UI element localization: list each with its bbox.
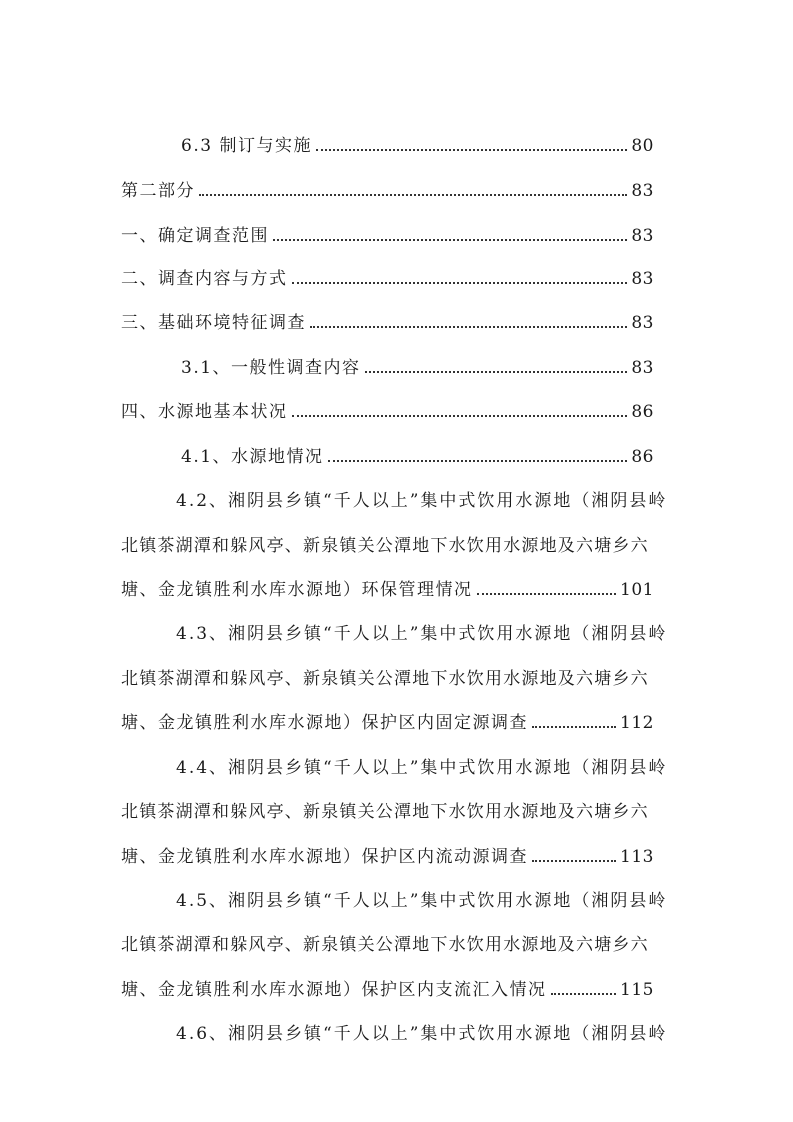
toc-entry-page: 112 xyxy=(620,713,654,733)
toc-entry xyxy=(121,579,654,601)
dot-leader xyxy=(316,149,627,151)
toc-entry-title: 3.1、一般性调查内容 xyxy=(181,358,361,378)
toc-entry-page: 83 xyxy=(631,226,654,246)
toc-entry-page: 86 xyxy=(631,402,654,422)
toc-entry-page: 101 xyxy=(620,580,654,600)
toc-entry-page: 113 xyxy=(620,847,654,867)
toc-long-entry-line2: 北镇茶湖潭和躲风亭、新泉镇关公潭地下水饮用水源地及六塘乡六 xyxy=(121,802,649,822)
toc-entry-title: 塘、金龙镇胜利水库水源地）保护区内支流汇入情况 xyxy=(121,980,547,1000)
toc-entry-title: 塘、金龙镇胜利水库水源地）环保管理情况 xyxy=(121,580,473,600)
toc-entry-page: 80 xyxy=(631,136,654,156)
toc-entry xyxy=(121,401,654,423)
toc-entry-page: 83 xyxy=(631,358,654,378)
dot-leader xyxy=(365,371,628,373)
toc-long-entry-line1: 4.5、湘阴县乡镇“千人以上”集中式饮用水源地（湘阴县岭 xyxy=(176,891,668,911)
toc-entry-title: 塘、金龙镇胜利水库水源地）保护区内流动源调查 xyxy=(121,847,528,867)
dot-leader xyxy=(273,239,627,241)
toc-entry-page: 83 xyxy=(631,313,654,333)
toc-entry-title: 一、确定调查范围 xyxy=(121,226,269,246)
toc-entry xyxy=(121,268,654,290)
toc-entry xyxy=(121,846,654,868)
toc-entry-title: 二、调查内容与方式 xyxy=(121,269,288,289)
dot-leader xyxy=(310,326,627,328)
toc-entry xyxy=(181,446,654,468)
toc-entry xyxy=(121,180,654,202)
toc-entry xyxy=(181,135,654,157)
toc-entry xyxy=(121,712,654,734)
toc-entry-page: 86 xyxy=(631,447,654,467)
toc-entry-page: 83 xyxy=(631,181,654,201)
toc-entry xyxy=(121,979,654,1001)
toc-long-entry-line2: 北镇茶湖潭和躲风亭、新泉镇关公潭地下水饮用水源地及六塘乡六 xyxy=(121,935,649,955)
toc-long-entry-line1: 4.3、湘阴县乡镇“千人以上”集中式饮用水源地（湘阴县岭 xyxy=(176,624,668,644)
toc-long-entry-line1: 4.2、湘阴县乡镇“千人以上”集中式饮用水源地（湘阴县岭 xyxy=(176,491,668,511)
dot-leader xyxy=(551,993,617,995)
toc-long-entry-line2: 北镇茶湖潭和躲风亭、新泉镇关公潭地下水饮用水源地及六塘乡六 xyxy=(121,669,649,689)
toc-entry xyxy=(121,312,654,334)
toc-entry-title: 塘、金龙镇胜利水库水源地）保护区内固定源调查 xyxy=(121,713,528,733)
dot-leader xyxy=(292,282,628,284)
toc-entry-title: 4.1、水源地情况 xyxy=(181,447,324,467)
toc-long-entry-line2: 北镇茶湖潭和躲风亭、新泉镇关公潭地下水饮用水源地及六塘乡六 xyxy=(121,536,649,556)
dot-leader xyxy=(477,593,617,595)
dot-leader xyxy=(328,460,628,462)
dot-leader xyxy=(292,415,628,417)
dot-leader xyxy=(532,860,616,862)
toc-entry-page: 115 xyxy=(620,980,654,1000)
toc-long-entry-line1: 4.4、湘阴县乡镇“千人以上”集中式饮用水源地（湘阴县岭 xyxy=(176,758,668,778)
toc-entry xyxy=(181,357,654,379)
toc-entry-title: 三、基础环境特征调查 xyxy=(121,313,306,333)
toc-entry-page: 83 xyxy=(631,269,654,289)
toc-long-entry-line1: 4.6、湘阴县乡镇“千人以上”集中式饮用水源地（湘阴县岭 xyxy=(176,1024,668,1044)
toc-entry-title: 第二部分 xyxy=(121,181,195,201)
dot-leader xyxy=(199,194,627,196)
dot-leader xyxy=(532,726,616,728)
toc-entry xyxy=(121,225,654,247)
toc-entry-title: 6.3 制订与实施 xyxy=(181,136,312,156)
toc-entry-title: 四、水源地基本状况 xyxy=(121,402,288,422)
